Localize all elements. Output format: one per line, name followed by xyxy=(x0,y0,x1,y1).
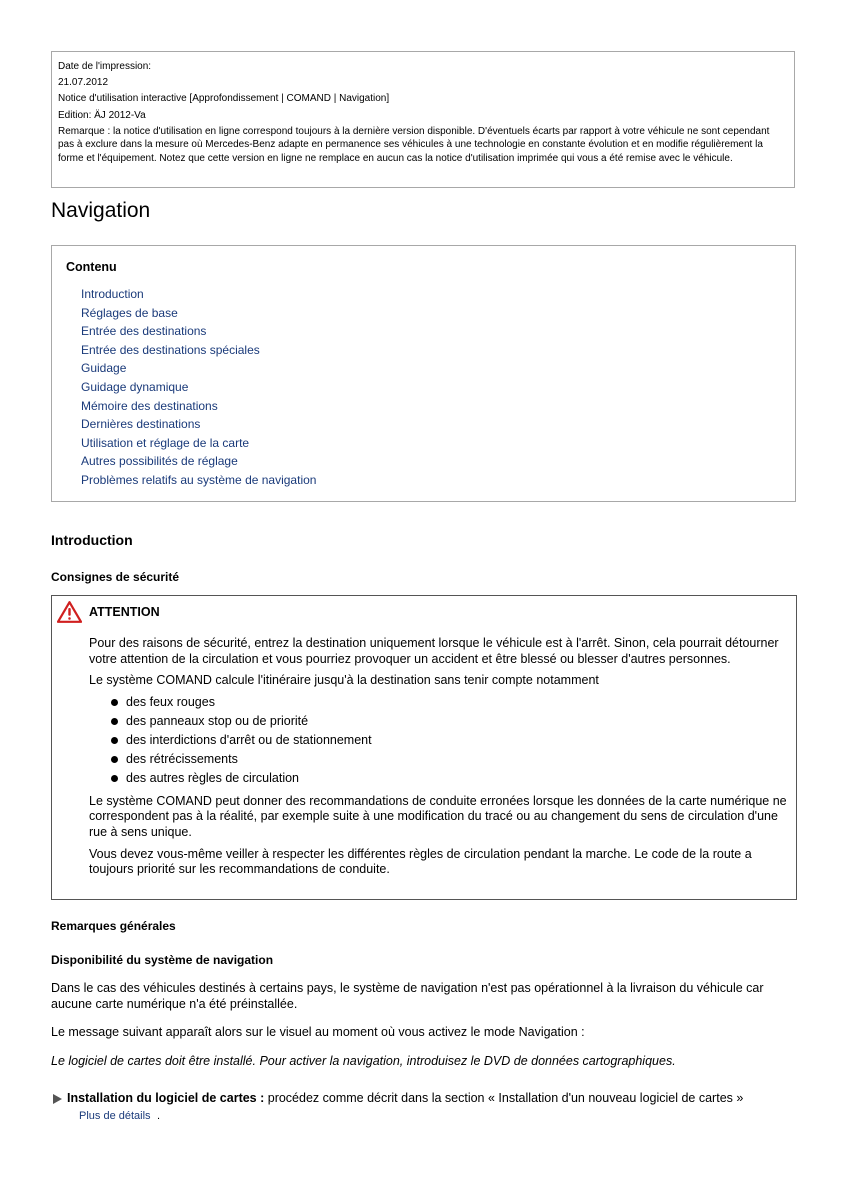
toc-item xyxy=(81,415,316,434)
toc-item xyxy=(81,285,316,304)
bullet-item: des panneaux stop ou de priorité xyxy=(89,712,789,731)
bullet-item: des autres règles de circulation xyxy=(89,769,789,788)
toc-item xyxy=(81,341,316,360)
warning-title: ATTENTION xyxy=(89,605,160,619)
table-of-contents xyxy=(51,245,796,502)
print-info-box xyxy=(51,51,795,188)
toc-item xyxy=(81,359,316,378)
step-text: procédez comme décrit dans la section « Installation d'un nouveau logiciel de cartes » xyxy=(264,1091,744,1105)
print-date-label: Date de l'impression: xyxy=(58,61,152,72)
warning-box xyxy=(51,595,797,900)
toc-link-entree-destinations[interactable]: Entrée des destinations xyxy=(81,324,207,339)
edition-label: Edition: ÄJ 2012-Va xyxy=(58,109,146,121)
message-text: Le logiciel de cartes doit être installé. Pour activer la navigation, introduisez le DVD de données cartographiques. xyxy=(51,1054,676,1068)
toc-item xyxy=(81,304,316,323)
section-heading-introduction: Introduction xyxy=(51,532,133,548)
toc-link-dernieres-destinations[interactable]: Dernières destinations xyxy=(81,417,201,432)
toc-item xyxy=(81,471,316,490)
toc-link-guidage-dynamique[interactable]: Guidage dynamique xyxy=(81,379,189,394)
toc-link-memoire-destinations[interactable]: Mémoire des destinations xyxy=(81,398,218,413)
warning-triangle-icon xyxy=(57,601,82,623)
step-content xyxy=(67,1090,787,1106)
bullet-dot-icon xyxy=(111,737,118,744)
toc-link-entree-destinations-speciales[interactable]: Entrée des destinations spéciales xyxy=(81,342,260,357)
toc-link-introduction[interactable]: Introduction xyxy=(81,287,144,301)
availability-heading: Disponibilité du système de navigation xyxy=(51,953,274,967)
notice-title: Notice d'utilisation interactive [Approfondissement | COMAND | Navigation] xyxy=(58,93,390,105)
warning-body xyxy=(89,636,789,884)
toc-link-problemes-navigation[interactable]: Problèmes relatifs au système de navigation xyxy=(81,472,317,487)
bullet-dot-icon xyxy=(111,775,118,782)
warning-paragraph: Pour des raisons de sécurité, entrez la destination uniquement lorsque le véhicule est à l'arrêt. Sinon, cela pourrait détourner votre attention de la circulation et vous pourriez provoquer un accident et être blessé ou blesser d'autres personnes. xyxy=(89,636,779,666)
toc-link-autres-reglages[interactable]: Autres possibilités de réglage xyxy=(81,454,238,469)
more-details-period: . xyxy=(157,1110,161,1122)
general-remarks-heading: Remarques générales xyxy=(51,919,176,933)
more-details-link[interactable]: Plus de détails xyxy=(79,1110,151,1122)
paragraph-message-intro: Le message suivant apparaît alors sur le visuel au moment où vous activez le mode Navigation : xyxy=(51,1025,585,1039)
paragraph-availability: Dans le cas des véhicules destinés à certains pays, le système de navigation n'est pas opérationnel à la livraison du véhicule car aucune carte numérique n'a été préinstallée. xyxy=(51,981,764,1011)
page-title: Navigation xyxy=(51,199,151,222)
step-label: Installation du logiciel de cartes : xyxy=(67,1091,265,1105)
toc-link-reglages-de-base[interactable]: Réglages de base xyxy=(81,305,178,320)
toc-item xyxy=(81,434,316,453)
bullet-dot-icon xyxy=(111,699,118,706)
bullet-dot-icon xyxy=(111,756,118,763)
print-date-value: 21.07.2012 xyxy=(58,77,109,89)
safety-heading: Consignes de sécurité xyxy=(51,570,180,584)
remark-text: Remarque : la notice d'utilisation en ligne correspond toujours à la dernière version disponible. D'éventuels écarts par rapport à votre véhicule ne sont cependant pas à exclure dans la mesure où Mercedes-Benz adapte en permanence ses véhicules à une technologie en constante évolution et en modifie régulièrement la forme et l'équipement. Notez que cette version en ligne ne remplace en aucun cas la notice d'utilisation imprimée qui vous a été remise avec le véhicule. xyxy=(58,126,770,164)
toc-item xyxy=(81,397,316,416)
toc-link-guidage[interactable]: Guidage xyxy=(81,361,127,376)
warning-paragraph: Le système COMAND calcule l'itinéraire jusqu'à la destination sans tenir compte notamment xyxy=(89,673,599,688)
toc-list xyxy=(81,285,316,490)
bullet-item: des interdictions d'arrêt ou de stationnement xyxy=(89,731,789,750)
warning-paragraph: Vous devez vous-même veiller à respecter les différentes règles de circulation pendant la marche. Le code de la route a toujours priorité sur les recommandations de conduite. xyxy=(89,846,752,877)
toc-title: Contenu xyxy=(66,260,117,274)
warning-bullet-list xyxy=(89,693,789,788)
warning-paragraph: Le système COMAND peut donner des recommandations de conduite erronées lorsque les données de la carte numérique ne correspondent pas à la réalité, par exemple suite à une modification du tracé ou au changement du sens de circulation d'une rue à sens unique. xyxy=(89,793,787,839)
bullet-item: des rétrécissements xyxy=(89,750,789,769)
step-arrow-icon xyxy=(53,1094,62,1104)
bullet-item: des feux rouges xyxy=(89,693,789,712)
toc-item xyxy=(81,378,316,397)
toc-item xyxy=(81,452,316,471)
toc-link-utilisation-carte[interactable]: Utilisation et réglage de la carte xyxy=(81,435,250,450)
bullet-dot-icon xyxy=(111,718,118,725)
toc-item xyxy=(81,322,316,341)
